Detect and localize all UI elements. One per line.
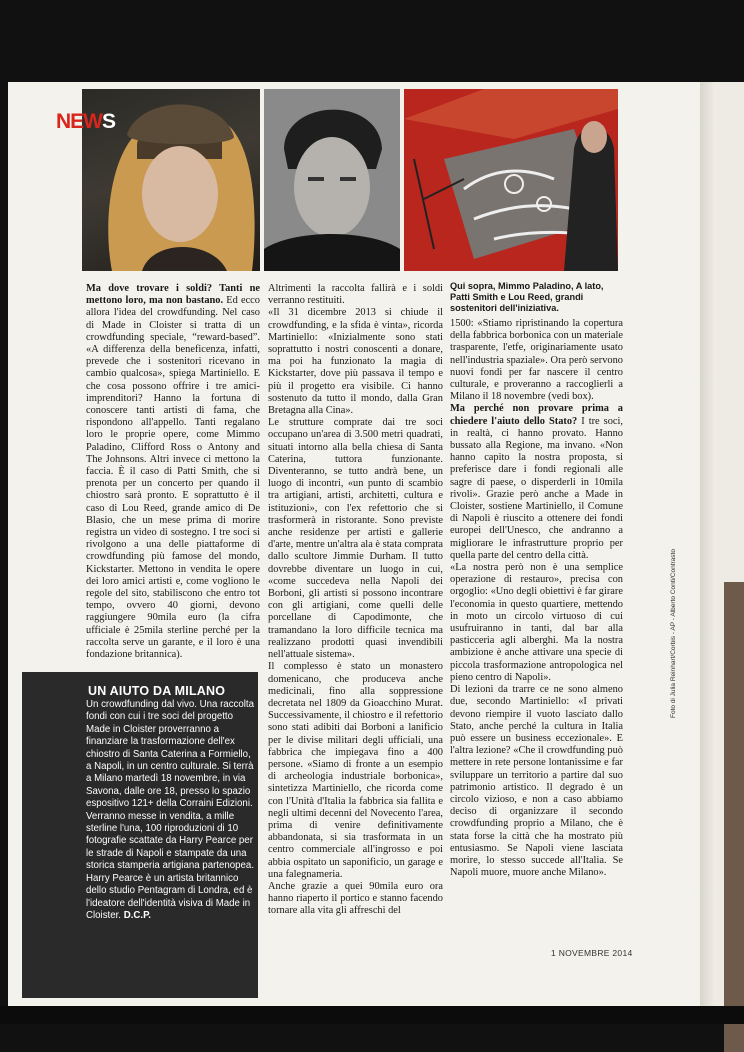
column3-intro: 1500: «Stiamo ripristinando la copertura della fabbrica borbonica con un materiale trasparente, l'etfe, originariamente usato nell'industria spaziale». Ora però servono nuovi fondi per far nascere il centro culturale, e proveranno a raccoglierli a Milano il 18 novembre (vedi box). [450, 318, 623, 403]
logo-part2: S [102, 110, 116, 133]
box-title: UN AIUTO DA MILANO [88, 684, 226, 698]
column3-lead: Ma perché non provare prima a chiedere l'aiuto dello Stato? [450, 403, 623, 427]
section-logo [56, 110, 115, 134]
photo-caption: Qui sopra, Mimmo Paladino, A lato, Patti Smith e Lou Reed, grandi sostenitori dell'iniziativa. [450, 281, 604, 313]
column3-body1: I tre soci, in realtà, ci hanno provato. Hanno bussato alla Regione, ma invano. «Non hanno capito la nostra proposta, si preferisce dare i fondi regionali alle sagre di paese, o disperderli in 10mila rivoli». Grazie però anche a Made in Cloister, sostiene Martiniello, il Comune di Napoli è riuscito a ottenere dei fondi europei dell'Unesco, che andranno a migliorare le infrastrutture proprio per quella parte del centro della città. [450, 415, 623, 561]
issue-date: 1 NOVEMBRE 2014 [551, 948, 633, 958]
article-column-1 [86, 283, 260, 661]
column2-paragraph: «Il 31 dicembre 2013 si chiude il crowdfunding, e la sfida è vinta», ricorda Martiniello: «Inizialmente sono stati soprattutto i nostri conoscenti a donare, ma poi ha funzionato la magia di Kickstarter, dove più passava il tempo e più il progetto era visibile. Ci hanno sostenuto da tutto il mondo, dalla Gran Bretagna alla Cina». [268, 307, 443, 417]
column2-paragraph: Le strutture comprate dai tre soci occupano un'area di 3.500 metri quadrati, situati intorno alla bella chiesa di Santa Caterina, tuttora funzionante. Diventeranno, se tutto andrà bene, un luogo di incontri, «un punto di scambio tra artigiani, artisti, architetti, cultura e istituzioni», con l'ex refettorio che si trasformerà in ristorante. Sono previste anche residenze per artisti e gallerie d'arte, mentre un'altra ala è stata comprata dallo scultore Jimmie Durham. Il tutto dovrebbe diventare un luogo in cui, «come succedeva nella Napoli dei Borboni, gli artisti si possono incontrare con gli artigiani, come quelli delle porcellane di Capodimonte, che tramandano la loro difficile tecnica ma realizzano prodotti quasi invendibili nell'attuale sistema». [268, 417, 443, 661]
column3-paragraph: Di lezioni da trarre ce ne sono almeno due, secondo Martiniello: «I privati devono riempire il vuoto lasciato dallo Stato, anche perché la cultura in Italia può essere un business eccezionale». E l'altra lezione? «Che il crowdfunding può mettere in rete persone lontanissime e far sviluppare un territorio a partire dal suo patrimonio artistico. Il degrado è un circolo vizioso, e non a caso abbiamo deciso di organizzare il secondo crowdfunding proprio a Milano, che è stata forse la città che ha mostrato più entusiasmo. Se Napoli viene lasciata morire, lo stesso succede all'Italia. Se Napoli muore, muore anche Milano». [450, 684, 623, 879]
scan-border [0, 1006, 744, 1024]
article-column-2 [268, 283, 443, 918]
column2-paragraph: Altrimenti la raccolta fallirà e i soldi verranno restituiti. [268, 283, 443, 307]
column2-paragraph: Il complesso è stato un monastero domenicano, che produceva anche medicinali, fino alla soppressione decretata nel 1809 da Gioacchino Murat. Successivamente, il chiostro e il refettorio sono stati adibiti dai Borboni a lanificio per le divise militari degli ufficiali, una fabbrica che impiegava fino a 400 persone. «Siamo di fronte a un esempio di archeologia industriale borbonica», sintetizza Martiniello, che ricorda come con l'Unità d'Italia la fabbrica sia fallita e negli ultimi decenni del Novecento l'area, prima di venire definitivamente abbandonata, si sia trasformata in un centro commerciale all'ingrosso e poi abbia ospitato un saponificio, un garage e una falegnameria. [268, 661, 443, 880]
box-signature: D.C.P. [123, 909, 151, 921]
column2-paragraph: Anche grazie a quei 90mila euro ora hanno riaperto il portico e stanno facendo tornare alla vita gli affreschi del [268, 880, 443, 917]
logo-part1: NEW [56, 110, 102, 133]
next-page-edge [716, 82, 744, 1006]
column1-lead: Ma dove trovare i soldi? Tanti ne mettono loro, ma non bastano. [86, 283, 260, 307]
photo-credit: Foto di Julia Reinhart/Corbis - AP - Alberto Conti/Contrasto [670, 549, 677, 718]
sidebar-box [22, 672, 258, 998]
article-column-3 [450, 318, 623, 879]
page-spine [700, 82, 716, 1006]
box-text [86, 699, 256, 922]
column1-body: Ed ecco allora l'idea del crowdfunding. Nel caso di Made in Cloister si tratta di un crowdfunding speciale, “reward-based”. «A differenza della beneficenza, infatti, prevede che i sostenitori ricevano in cambio qualcosa», spiega Martiniello. E che cosa possono offrire i tre amici-imprenditori? Hanno la fortuna di conoscere tanti artisti di fama, che rispondono all'appello. Tanti regalano loro le proprie opere, come Mimmo Paladino, Clifford Ross o Antony and The Johnsons. Altri invece ci mettono la faccia. È il caso di Patti Smith, che si prenota per un concerto per quando il chiostro sarà pronto. E soprattutto è il caso di Lou Reed, grande amico di De Blasio, che un mese prima di morire registra un video di sostegno. I tre soci si rivolgono a una delle piattaforme di crowdfunding più famose del mondo, Kickstarter. Mettono in vendita le opere dei loro amici artisti e, come vogliono le regole del sito, stabiliscono che entro tot tempo, ovvero 40 giorni, devono raggiungere 90mila euro (la cifra ufficiale è 25mila sterline perché per la raccolta serve un garante, e il loro è una fondazione britannica). [86, 295, 260, 661]
column3-paragraph: «La nostra però non è una semplice operazione di restauro», precisa con orgoglio: «Uno degli obiettivi è far girare l'economia in questo quartiere, mettendo in moto un circolo virtuoso di cui usufruiranno in tanti, dal bar alla pasticceria agli alberghi. Ma la nostra ambizione è anche attivare una specie di piccola trasformazione antropologica nel pieno centro di Napoli». [450, 562, 623, 683]
mimmo-paladino-photo [404, 89, 618, 271]
box-body: Un crowdfunding dal vivo. Una raccolta fondi con cui i tre soci del progetto Made in Cloister proverranno a finanziare la trasformazione dell'ex chiostro di Santa Caterina a Formiello, a Napoli, in un centro culturale. Si terrà a Milano martedì 18 novembre, in via Savona, dalle ore 18, presso lo spazio espositivo 121+ della Corraini Edizioni. Verranno messe in vendita, a mille sterline l'una, 100 riproduzioni di 10 fotografie scattate da Harry Pearce per le strade di Napoli e stampate da una storica stamperia artigiana partenopea. Harry Pearce è un artista britannico dello studio Pentagram di Londra, ed è l'ideatore dell'identità visiva di Made in Cloister. [86, 699, 255, 921]
lou-reed-photo [264, 89, 400, 271]
